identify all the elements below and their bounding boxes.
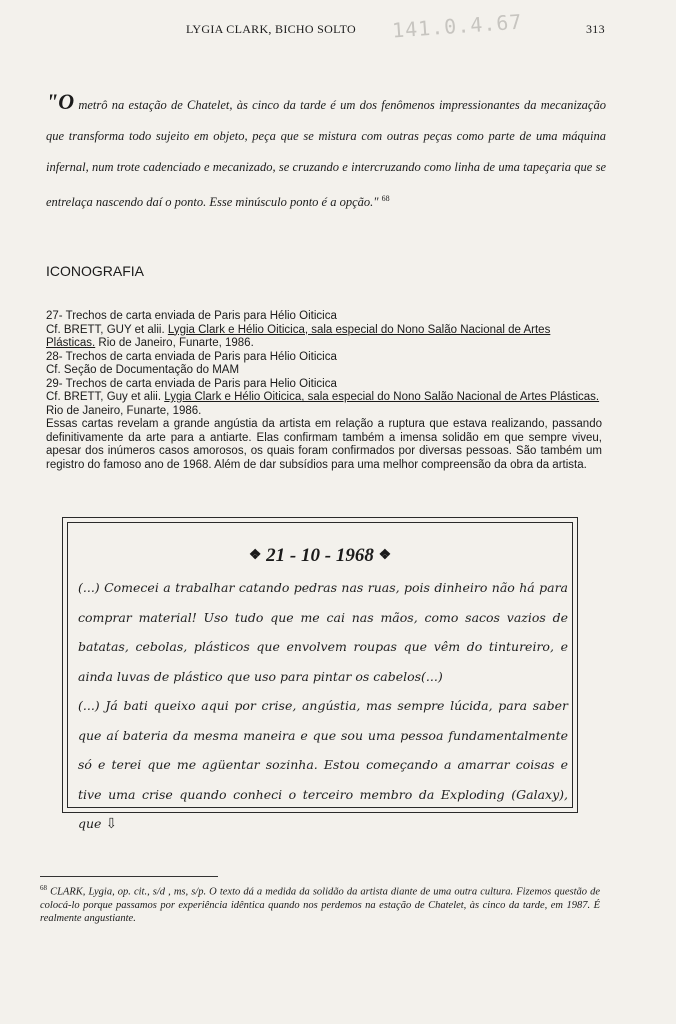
footnote <box>40 882 600 925</box>
reference-list <box>46 310 602 472</box>
footnote-reference: 68 <box>381 194 390 203</box>
letter-date: 21 - 10 - 1968 <box>266 545 374 566</box>
footnote-text: CLARK, Lygia, op. cit., s/d , ms, s/p. O texto dá a medida da solidão da artista diante de uma outra cultura. Fizemos questão de colocá-lo porque passamos por experiência idêntica quando nos perdemos na estação de Chatelet, às cinco da tarde, em 1987. É realmente angustiante. <box>40 886 600 924</box>
opening-quote <box>46 86 606 218</box>
letter-paragraph-2 <box>78 691 568 840</box>
letter-excerpt-inner-frame <box>67 522 573 832</box>
reference-citation <box>46 391 602 418</box>
reference-item: 27- Trechos de carta enviada de Paris para Hélio Oiticica <box>46 310 337 322</box>
quote-open: "O <box>46 89 75 114</box>
citation-prefix: Cf. BRETT, GUY et alii. <box>46 323 168 336</box>
citation-suffix: Rio de Janeiro, Funarte, 1986. <box>46 404 202 417</box>
reference-item: 28- Trechos de carta enviada de Paris para Hélio Oiticica <box>46 350 337 363</box>
reference-item: Cf. Seção de Documentação do MAM <box>46 364 240 376</box>
letter-date-line <box>68 545 572 567</box>
section-heading: ICONOGRAFIA <box>46 263 145 279</box>
diamond-ornament-icon: ❖ <box>248 548 262 563</box>
page-number: 313 <box>586 22 605 36</box>
pencil-annotation: 141.0.4.67 <box>391 9 524 43</box>
citation-title: Lygia Clark e Hélio Oiticica, sala especial do Nono Salão Nacional de Artes Plásticas. <box>164 391 600 403</box>
citation-prefix: Cf. BRETT, Guy et alii. <box>46 391 165 403</box>
quote-text: metrô na estação de Chatelet, às cinco da tarde é um dos fenômenos impressionantes da mecanização que transforma todo sujeito em objeto, peça que se mistura com outras peças como parte de uma máquina infernal, num trote cadenciado e mecanizado, se cruzando e intercruzando como linha de uma tapeçaria que se entrelaça nascendo daí o ponto. Esse minúsculo ponto é a opção." <box>46 98 606 210</box>
citation-title: Lygia Clark e Hélio Oiticica, sala especial do Nono Salão Nacional de Artes Plásticas. <box>46 323 551 349</box>
letter-text <box>78 573 568 840</box>
diamond-ornament-icon: ❖ <box>378 548 392 563</box>
letter-paragraph: (...) Comecei a trabalhar catando pedras nas ruas, pois dinheiro não há para comprar material! Uso tudo que me cai nas mãos, como sacos vazios de batatas, cebolas, plásticos que envolvem roupas que vêm do tintureiro, e ainda luvas de plástico que uso para pintar os cabelos(...) <box>78 580 568 684</box>
letter-paragraph-text: (...) Já bati queixo aqui por crise, angústia, mas sempre lúcida, para saber que aí bateria da mesma maneira e que sou uma pessoa fundamentalmente só e terei que me agüentar sozinha. Estou começando a amarrar coisas e tive uma crise quando conheci o terceiro membro da Exploding (Galaxy), que <box>78 698 568 831</box>
reference-citation <box>46 324 602 351</box>
footnote-divider <box>40 876 218 877</box>
running-title: LYGIA CLARK, BICHO SOLTO <box>186 22 357 36</box>
page-header <box>0 9 676 43</box>
reference-item: 29- Trechos de carta enviada de Paris para Helio Oiticica <box>46 377 337 390</box>
down-arrow-icon: ⇩ <box>105 816 118 832</box>
letter-excerpt-box <box>62 517 578 832</box>
citation-suffix: Rio de Janeiro, Funarte, 1986. <box>95 337 254 349</box>
reference-commentary: Essas cartas revelam a grande angústia da artista em relação a ruptura que estava realizando, passando definitivamente da arte para a antiarte. Elas confirmam também a imensa solidão em que sempre viveu, apesar dos inúmeros casos amorosos, os quais foram confirmados por diversas pessoas. São também um registro do famoso ano de 1968. Além de dar subsídios para uma melhor compreensão da obra da artista. <box>46 418 602 471</box>
footnote-number: 68 <box>40 884 47 892</box>
